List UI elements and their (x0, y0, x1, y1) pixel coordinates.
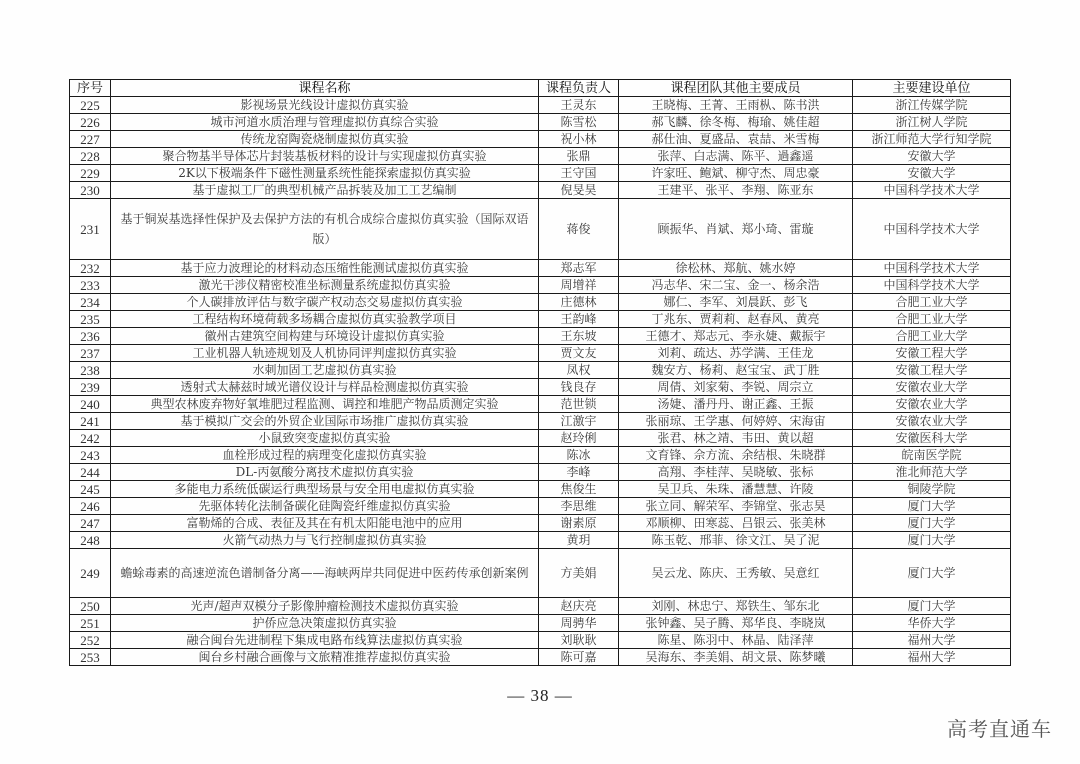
cell-serial-number: 253 (70, 649, 111, 666)
cell-institution: 中国科学技术大学 (853, 182, 1011, 199)
table-row (70, 182, 1011, 199)
cell-course-lead: 刘耿耿 (539, 632, 619, 649)
cell-course-lead: 江激宇 (539, 413, 619, 430)
cell-institution: 厦门大学 (853, 532, 1011, 549)
cell-course-lead: 贾文友 (539, 345, 619, 362)
table-row (70, 311, 1011, 328)
cell-team-members: 吴云龙、陈庆、王秀敏、吴意红 (619, 549, 853, 598)
cell-serial-number: 246 (70, 498, 111, 515)
cell-course-name: 城市河道水质治理与管理虚拟仿真综合实验 (111, 114, 539, 131)
cell-course-lead: 黄玥 (539, 532, 619, 549)
table-row (70, 532, 1011, 549)
header-course-lead: 课程负责人 (539, 80, 619, 97)
cell-course-name: 2K以下极端条件下磁性测量系统性能探索虚拟仿真实验 (111, 165, 539, 182)
cell-serial-number: 251 (70, 615, 111, 632)
table-row (70, 498, 1011, 515)
cell-course-lead: 祝小林 (539, 131, 619, 148)
table-row (70, 260, 1011, 277)
table-row (70, 515, 1011, 532)
cell-institution: 安徽农业大学 (853, 396, 1011, 413)
table-row (70, 114, 1011, 131)
table-row (70, 632, 1011, 649)
cell-course-name: 激光干涉仪精密校准坐标测量系统虚拟仿真实验 (111, 277, 539, 294)
table-row (70, 148, 1011, 165)
cell-course-name: 基于应力波理论的材料动态压缩性能测试虚拟仿真实验 (111, 260, 539, 277)
watermark-text: 高考直通车 (947, 717, 1052, 741)
cell-serial-number: 236 (70, 328, 111, 345)
table-row (70, 413, 1011, 430)
cell-serial-number: 247 (70, 515, 111, 532)
table-row (70, 97, 1011, 114)
cell-course-name: 典型农林废弃物好氧堆肥过程监测、调控和堆肥产物品质测定实验 (111, 396, 539, 413)
cell-institution: 厦门大学 (853, 515, 1011, 532)
cell-institution: 铜陵学院 (853, 481, 1011, 498)
table-row (70, 328, 1011, 345)
cell-serial-number: 225 (70, 97, 111, 114)
cell-course-lead: 焦俊生 (539, 481, 619, 498)
cell-institution: 厦门大学 (853, 598, 1011, 615)
cell-institution: 福州大学 (853, 632, 1011, 649)
cell-institution: 浙江树人学院 (853, 114, 1011, 131)
header-team-members: 课程团队其他主要成员 (619, 80, 853, 97)
cell-serial-number: 244 (70, 464, 111, 481)
cell-institution: 中国科学技术大学 (853, 277, 1011, 294)
table-row (70, 598, 1011, 615)
cell-course-name: 聚合物基半导体芯片封装基板材料的设计与实现虚拟仿真实验 (111, 148, 539, 165)
cell-institution: 华侨大学 (853, 615, 1011, 632)
cell-serial-number: 250 (70, 598, 111, 615)
cell-course-name: 火箭气动热力与飞行控制虚拟仿真实验 (111, 532, 539, 549)
cell-institution: 浙江传媒学院 (853, 97, 1011, 114)
cell-course-lead: 李峰 (539, 464, 619, 481)
cell-serial-number: 232 (70, 260, 111, 277)
cell-course-name: 护侨应急决策虚拟仿真实验 (111, 615, 539, 632)
cell-team-members: 徐松林、郑航、姚水婷 (619, 260, 853, 277)
cell-institution: 厦门大学 (853, 549, 1011, 598)
cell-course-name: 多能电力系统低碳运行典型场景与安全用电虚拟仿真实验 (111, 481, 539, 498)
cell-course-lead: 陈冰 (539, 447, 619, 464)
cell-institution: 浙江师范大学行知学院 (853, 131, 1011, 148)
cell-course-lead: 倪旻昊 (539, 182, 619, 199)
table-row (70, 649, 1011, 666)
cell-course-name: 小鼠致突变虚拟仿真实验 (111, 430, 539, 447)
cell-team-members: 刘莉、疏达、苏学满、王佳龙 (619, 345, 853, 362)
cell-institution: 安徽工程大学 (853, 345, 1011, 362)
cell-team-members: 文育锋、佘方流、余结根、朱晓群 (619, 447, 853, 464)
header-institution: 主要建设单位 (853, 80, 1011, 97)
cell-course-lead: 周骋华 (539, 615, 619, 632)
cell-serial-number: 242 (70, 430, 111, 447)
cell-team-members: 丁兆东、贾莉莉、赵春风、黄亮 (619, 311, 853, 328)
table-header-row (70, 80, 1011, 97)
cell-course-lead: 王守国 (539, 165, 619, 182)
cell-institution: 安徽大学 (853, 148, 1011, 165)
cell-institution: 安徽大学 (853, 165, 1011, 182)
cell-course-name: 徽州古建筑空间构建与环境设计虚拟仿真实验 (111, 328, 539, 345)
cell-course-name: DL-丙氨酸分离技术虚拟仿真实验 (111, 464, 539, 481)
cell-course-name: 工业机器人轨迹规划及人机协同评判虚拟仿真实验 (111, 345, 539, 362)
cell-institution: 中国科学技术大学 (853, 260, 1011, 277)
cell-institution: 合肥工业大学 (853, 328, 1011, 345)
cell-course-lead: 谢素原 (539, 515, 619, 532)
table-row (70, 131, 1011, 148)
cell-serial-number: 234 (70, 294, 111, 311)
cell-course-name: 光声/超声双模分子影像肿瘤检测技术虚拟仿真实验 (111, 598, 539, 615)
cell-course-name: 先驱体转化法制备碳化硅陶瓷纤维虚拟仿真实验 (111, 498, 539, 515)
header-course-name: 课程名称 (111, 80, 539, 97)
cell-team-members: 顾振华、肖斌、郑小琦、雷璇 (619, 199, 853, 260)
cell-institution: 安徽农业大学 (853, 413, 1011, 430)
cell-course-lead: 王东坡 (539, 328, 619, 345)
cell-course-lead: 范世锁 (539, 396, 619, 413)
cell-serial-number: 233 (70, 277, 111, 294)
cell-course-lead: 王灵东 (539, 97, 619, 114)
table-row (70, 549, 1011, 598)
course-list-table (69, 79, 1011, 666)
cell-course-name: 水刺加固工艺虚拟仿真实验 (111, 362, 539, 379)
cell-institution: 厦门大学 (853, 498, 1011, 515)
table-row (70, 345, 1011, 362)
cell-serial-number: 243 (70, 447, 111, 464)
cell-course-lead: 李思维 (539, 498, 619, 515)
cell-serial-number: 237 (70, 345, 111, 362)
cell-team-members: 汤婕、潘丹丹、谢正鑫、王振 (619, 396, 853, 413)
cell-team-members: 张钟鑫、吴子腾、郑华良、李晓岚 (619, 615, 853, 632)
cell-course-name: 血栓形成过程的病理变化虚拟仿真实验 (111, 447, 539, 464)
cell-serial-number: 245 (70, 481, 111, 498)
cell-team-members: 张萍、白志满、陈平、過鑫遥 (619, 148, 853, 165)
cell-institution: 皖南医学院 (853, 447, 1011, 464)
cell-team-members: 张君、林之靖、韦田、黄以超 (619, 430, 853, 447)
table-row (70, 615, 1011, 632)
cell-team-members: 邓顺柳、田寒蕊、吕银云、张美林 (619, 515, 853, 532)
cell-course-name: 工程结构环境荷载多场耦合虚拟仿真实验教学项目 (111, 311, 539, 328)
cell-course-name: 富勒烯的合成、表征及其在有机太阳能电池中的应用 (111, 515, 539, 532)
cell-team-members: 娜仁、李军、刘晨跃、彭飞 (619, 294, 853, 311)
cell-institution: 安徽农业大学 (853, 379, 1011, 396)
cell-team-members: 陈星、陈羽中、林晶、陆泽萍 (619, 632, 853, 649)
cell-course-lead: 赵玲俐 (539, 430, 619, 447)
cell-course-lead: 凤权 (539, 362, 619, 379)
cell-team-members: 张立同、解荣军、李锦堂、张志昊 (619, 498, 853, 515)
table-row (70, 379, 1011, 396)
table-row (70, 430, 1011, 447)
cell-serial-number: 252 (70, 632, 111, 649)
cell-team-members: 张丽琼、王学惠、何婷婷、宋海宙 (619, 413, 853, 430)
cell-institution: 中国科学技术大学 (853, 199, 1011, 260)
cell-serial-number: 227 (70, 131, 111, 148)
cell-serial-number: 229 (70, 165, 111, 182)
cell-team-members: 魏安方、杨莉、赵宝宝、武丁胜 (619, 362, 853, 379)
cell-course-lead: 陈雪松 (539, 114, 619, 131)
cell-institution: 淮北师范大学 (853, 464, 1011, 481)
cell-serial-number: 228 (70, 148, 111, 165)
cell-serial-number: 241 (70, 413, 111, 430)
cell-serial-number: 239 (70, 379, 111, 396)
cell-institution: 合肥工业大学 (853, 311, 1011, 328)
cell-course-name: 基于模拟广交会的外贸企业国际市场推广虚拟仿真实验 (111, 413, 539, 430)
cell-course-lead: 方美娟 (539, 549, 619, 598)
cell-team-members: 冯志华、宋二宝、金一、杨余浩 (619, 277, 853, 294)
cell-course-name: 个人碳排放评估与数字碳产权动态交易虚拟仿真实验 (111, 294, 539, 311)
table-row (70, 362, 1011, 379)
cell-course-name: 透射式太赫兹时域光谱仪设计与样品检测虚拟仿真实验 (111, 379, 539, 396)
cell-team-members: 郝仕油、夏盛品、袁喆、米雪梅 (619, 131, 853, 148)
table-row (70, 277, 1011, 294)
cell-course-lead: 庄德林 (539, 294, 619, 311)
cell-course-name: 基于铜炭基选择性保护及去保护方法的有机合成综合虚拟仿真实验（国际双语版） (111, 199, 539, 260)
cell-serial-number: 226 (70, 114, 111, 131)
cell-course-name: 闽台乡村融合画像与文旅精准推荐虚拟仿真实验 (111, 649, 539, 666)
cell-serial-number: 248 (70, 532, 111, 549)
cell-serial-number: 240 (70, 396, 111, 413)
cell-course-lead: 王韵峰 (539, 311, 619, 328)
cell-team-members: 吴卫兵、朱珠、潘慧慧、许陵 (619, 481, 853, 498)
cell-team-members: 王建平、张平、李翔、陈亚东 (619, 182, 853, 199)
cell-course-lead: 赵庆亮 (539, 598, 619, 615)
cell-institution: 合肥工业大学 (853, 294, 1011, 311)
cell-team-members: 高翔、李桂萍、吴晓敏、张标 (619, 464, 853, 481)
cell-team-members: 周倩、刘家菊、李锐、周宗立 (619, 379, 853, 396)
cell-team-members: 刘刚、林忠宁、郑铁生、邹东北 (619, 598, 853, 615)
cell-team-members: 许家旺、鲍斌、柳守杰、周忠豪 (619, 165, 853, 182)
cell-course-lead: 陈可嘉 (539, 649, 619, 666)
cell-institution: 安徽医科大学 (853, 430, 1011, 447)
table-row (70, 464, 1011, 481)
table-row (70, 447, 1011, 464)
cell-course-name: 传统龙窑陶瓷烧制虚拟仿真实验 (111, 131, 539, 148)
cell-serial-number: 249 (70, 549, 111, 598)
cell-course-lead: 张鼎 (539, 148, 619, 165)
table-row (70, 294, 1011, 311)
cell-serial-number: 231 (70, 199, 111, 260)
table-row (70, 396, 1011, 413)
cell-course-name: 融合闽台先进制程下集成电路布线算法虚拟仿真实验 (111, 632, 539, 649)
cell-course-name: 蟾蜍毒素的高速逆流色谱制备分离——海峡两岸共同促进中医药传承创新案例 (111, 549, 539, 598)
cell-course-lead: 郑志军 (539, 260, 619, 277)
table-body (70, 97, 1011, 666)
cell-serial-number: 235 (70, 311, 111, 328)
cell-team-members: 吴海东、李美娟、胡文景、陈梦曦 (619, 649, 853, 666)
cell-course-lead: 周增祥 (539, 277, 619, 294)
cell-course-lead: 蒋俊 (539, 199, 619, 260)
cell-course-lead: 钱良存 (539, 379, 619, 396)
table-row (70, 165, 1011, 182)
cell-serial-number: 238 (70, 362, 111, 379)
cell-institution: 福州大学 (853, 649, 1011, 666)
page-number: — 38 — (507, 686, 573, 705)
table-row (70, 481, 1011, 498)
cell-team-members: 陈玉乾、邢菲、徐文江、吴了泥 (619, 532, 853, 549)
cell-team-members: 王晓梅、王菁、王雨枞、陈书洪 (619, 97, 853, 114)
cell-serial-number: 230 (70, 182, 111, 199)
cell-course-name: 基于虚拟工厂的典型机械产品拆装及加工工艺编制 (111, 182, 539, 199)
cell-institution: 安徽工程大学 (853, 362, 1011, 379)
cell-course-name: 影视场景光线设计虚拟仿真实验 (111, 97, 539, 114)
cell-team-members: 王德才、郑志元、李永婕、戴振宇 (619, 328, 853, 345)
header-serial-number: 序号 (70, 80, 111, 97)
cell-team-members: 郝飞麟、徐冬梅、梅瑜、姚佳超 (619, 114, 853, 131)
table-row (70, 199, 1011, 260)
